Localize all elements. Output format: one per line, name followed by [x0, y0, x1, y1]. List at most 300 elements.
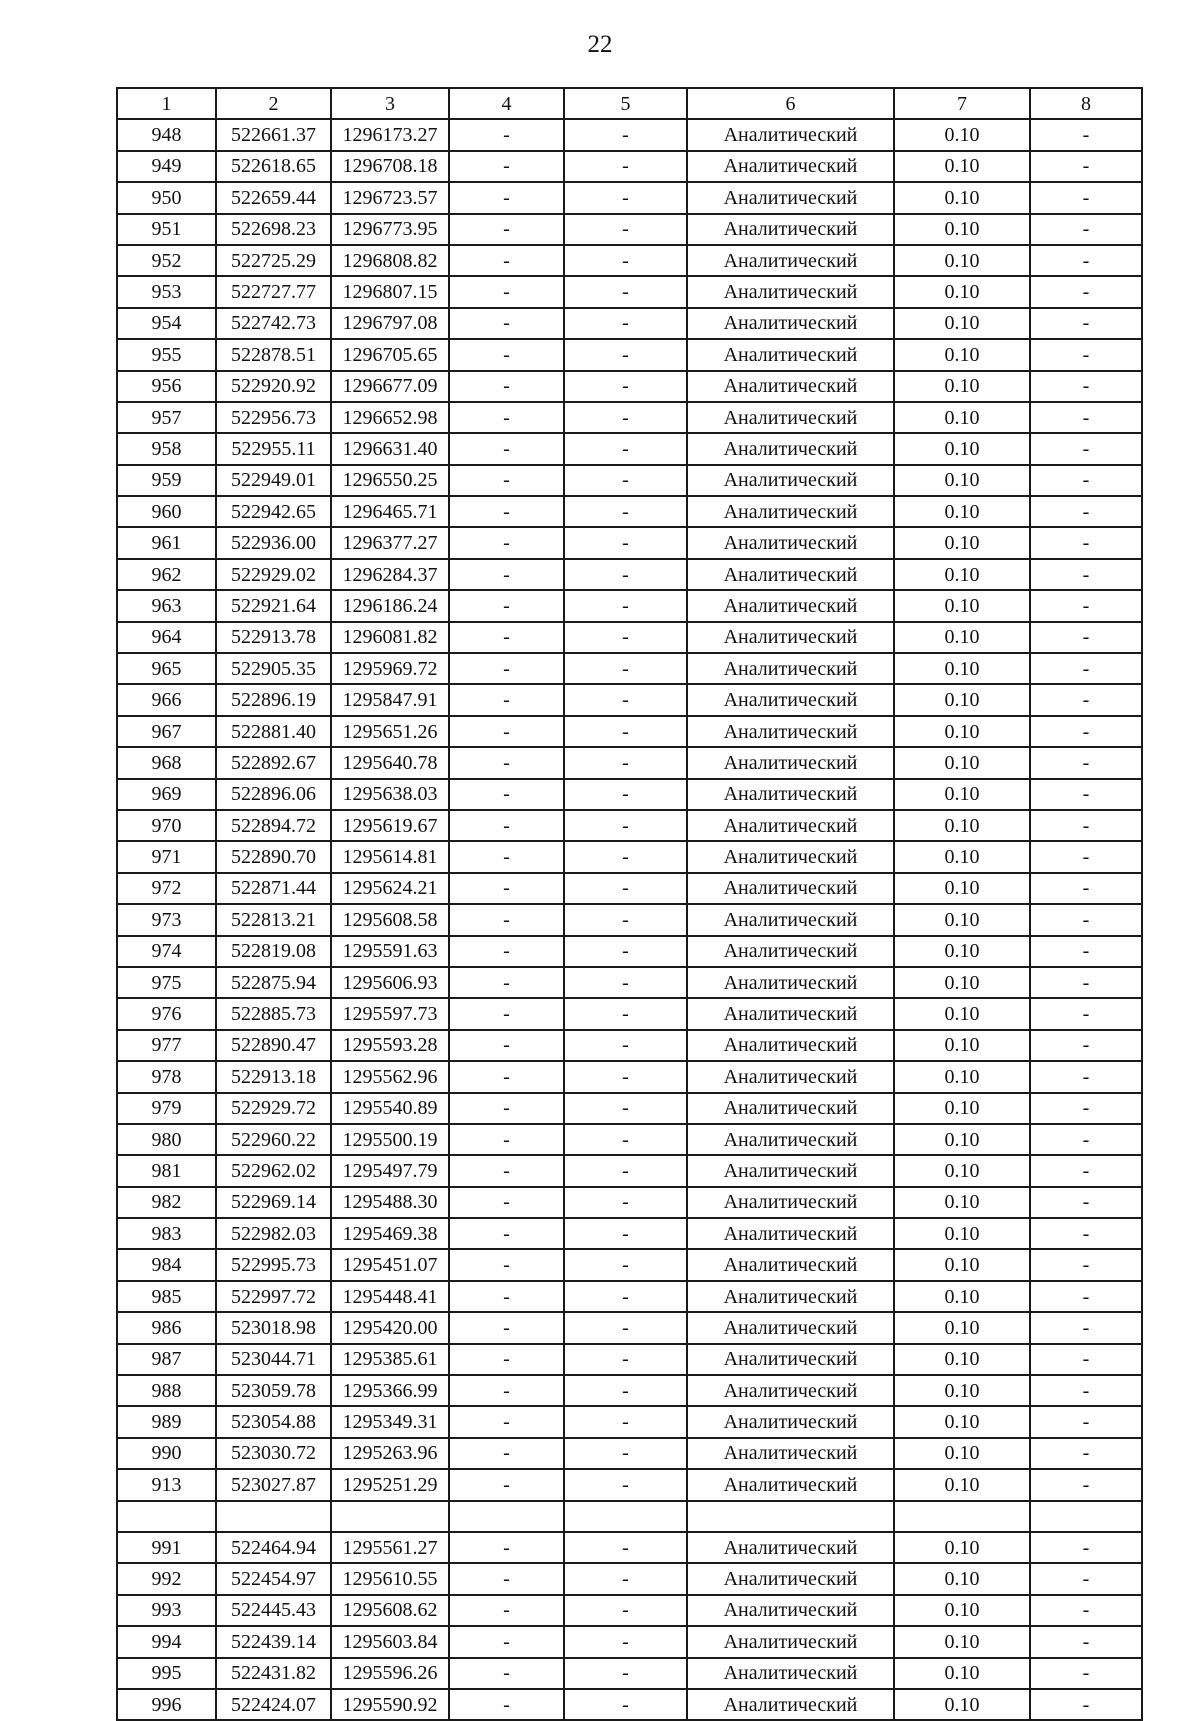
- x-coordinate-cell: 522892.67: [216, 747, 331, 778]
- x-coordinate-cell: 522890.70: [216, 841, 331, 872]
- table-row: [117, 1218, 1142, 1249]
- column-5-cell: -: [564, 1563, 687, 1594]
- x-coordinate-cell: 522445.43: [216, 1595, 331, 1626]
- coordinates-table: [116, 87, 1143, 1721]
- point-number-cell: 964: [117, 622, 216, 653]
- column-5-cell: -: [564, 810, 687, 841]
- y-coordinate-cell: 1296631.40: [331, 433, 449, 464]
- table-row: [117, 967, 1142, 998]
- y-coordinate-cell: 1296723.57: [331, 182, 449, 213]
- column-4-cell: -: [449, 684, 564, 715]
- method-cell: Аналитический: [687, 936, 894, 967]
- accuracy-cell: 0.10: [894, 1281, 1030, 1312]
- point-number-cell: 990: [117, 1438, 216, 1469]
- method-cell: Аналитический: [687, 1061, 894, 1092]
- y-coordinate-cell: 1295420.00: [331, 1312, 449, 1343]
- column-4-cell: -: [449, 841, 564, 872]
- column-header-3: 3: [331, 88, 449, 119]
- table-row: [117, 1595, 1142, 1626]
- column-8-cell: -: [1030, 308, 1142, 339]
- accuracy-cell: 0.10: [894, 1187, 1030, 1218]
- column-5-cell: -: [564, 1626, 687, 1657]
- y-coordinate-cell: 1295488.30: [331, 1187, 449, 1218]
- column-4-cell: -: [449, 214, 564, 245]
- column-4-cell: -: [449, 653, 564, 684]
- point-number-cell: 977: [117, 1030, 216, 1061]
- table-row: [117, 1344, 1142, 1375]
- method-cell: Аналитический: [687, 1312, 894, 1343]
- point-number-cell: 971: [117, 841, 216, 872]
- y-coordinate-cell: 1296705.65: [331, 339, 449, 370]
- y-coordinate-cell: 1295610.55: [331, 1563, 449, 1594]
- column-5-cell: -: [564, 559, 687, 590]
- column-5-cell: -: [564, 214, 687, 245]
- column-8-cell: -: [1030, 1469, 1142, 1500]
- accuracy-cell: [894, 1501, 1030, 1532]
- accuracy-cell: 0.10: [894, 276, 1030, 307]
- table-row: [117, 402, 1142, 433]
- column-8-cell: -: [1030, 119, 1142, 150]
- point-number-cell: 972: [117, 873, 216, 904]
- y-coordinate-cell: 1295590.92: [331, 1689, 449, 1720]
- y-coordinate-cell: 1295448.41: [331, 1281, 449, 1312]
- table-row: [117, 684, 1142, 715]
- x-coordinate-cell: 522913.18: [216, 1061, 331, 1092]
- method-cell: Аналитический: [687, 779, 894, 810]
- point-number-cell: 996: [117, 1689, 216, 1720]
- point-number-cell: 952: [117, 245, 216, 276]
- method-cell: Аналитический: [687, 496, 894, 527]
- column-4-cell: -: [449, 998, 564, 1029]
- y-coordinate-cell: 1295497.79: [331, 1155, 449, 1186]
- x-coordinate-cell: 522982.03: [216, 1218, 331, 1249]
- x-coordinate-cell: 523027.87: [216, 1469, 331, 1500]
- column-4-cell: -: [449, 1689, 564, 1720]
- column-8-cell: -: [1030, 496, 1142, 527]
- table-row: [117, 1155, 1142, 1186]
- accuracy-cell: 0.10: [894, 810, 1030, 841]
- y-coordinate-cell: 1296708.18: [331, 151, 449, 182]
- point-number-cell: 970: [117, 810, 216, 841]
- column-4-cell: -: [449, 779, 564, 810]
- column-8-cell: -: [1030, 1249, 1142, 1280]
- y-coordinate-cell: 1295540.89: [331, 1093, 449, 1124]
- column-5-cell: -: [564, 339, 687, 370]
- y-coordinate-cell: 1295614.81: [331, 841, 449, 872]
- point-number-cell: 960: [117, 496, 216, 527]
- method-cell: Аналитический: [687, 276, 894, 307]
- column-8-cell: -: [1030, 653, 1142, 684]
- table-row: [117, 527, 1142, 558]
- x-coordinate-cell: 522894.72: [216, 810, 331, 841]
- method-cell: Аналитический: [687, 1155, 894, 1186]
- point-number-cell: 981: [117, 1155, 216, 1186]
- x-coordinate-cell: 522960.22: [216, 1124, 331, 1155]
- y-coordinate-cell: 1295251.29: [331, 1469, 449, 1500]
- method-cell: Аналитический: [687, 684, 894, 715]
- column-4-cell: -: [449, 1030, 564, 1061]
- column-header-2: 2: [216, 88, 331, 119]
- column-8-cell: -: [1030, 402, 1142, 433]
- accuracy-cell: 0.10: [894, 590, 1030, 621]
- column-4-cell: -: [449, 1406, 564, 1437]
- x-coordinate-cell: 522881.40: [216, 716, 331, 747]
- x-coordinate-cell: 522742.73: [216, 308, 331, 339]
- method-cell: Аналитический: [687, 151, 894, 182]
- column-header-8: 8: [1030, 88, 1142, 119]
- method-cell: Аналитический: [687, 1626, 894, 1657]
- x-coordinate-cell: 522920.92: [216, 371, 331, 402]
- column-4-cell: -: [449, 1124, 564, 1155]
- column-4-cell: -: [449, 119, 564, 150]
- column-5-cell: [564, 1501, 687, 1532]
- column-8-cell: [1030, 1501, 1142, 1532]
- y-coordinate-cell: 1295619.67: [331, 810, 449, 841]
- accuracy-cell: 0.10: [894, 339, 1030, 370]
- column-8-cell: -: [1030, 433, 1142, 464]
- x-coordinate-cell: 522431.82: [216, 1658, 331, 1689]
- y-coordinate-cell: 1295624.21: [331, 873, 449, 904]
- accuracy-cell: 0.10: [894, 245, 1030, 276]
- table-row: [117, 1061, 1142, 1092]
- point-number-cell: 951: [117, 214, 216, 245]
- accuracy-cell: 0.10: [894, 716, 1030, 747]
- accuracy-cell: 0.10: [894, 1344, 1030, 1375]
- column-8-cell: -: [1030, 1438, 1142, 1469]
- column-5-cell: -: [564, 245, 687, 276]
- table-body: [117, 119, 1142, 1720]
- column-4-cell: -: [449, 402, 564, 433]
- table-row: [117, 1532, 1142, 1563]
- method-cell: Аналитический: [687, 433, 894, 464]
- y-coordinate-cell: 1296807.15: [331, 276, 449, 307]
- column-8-cell: -: [1030, 779, 1142, 810]
- column-header-4: 4: [449, 88, 564, 119]
- method-cell: Аналитический: [687, 527, 894, 558]
- column-5-cell: -: [564, 936, 687, 967]
- x-coordinate-cell: 522921.64: [216, 590, 331, 621]
- column-4-cell: -: [449, 590, 564, 621]
- accuracy-cell: 0.10: [894, 779, 1030, 810]
- table-row: [117, 1563, 1142, 1594]
- table-row: [117, 182, 1142, 213]
- y-coordinate-cell: 1296773.95: [331, 214, 449, 245]
- accuracy-cell: 0.10: [894, 465, 1030, 496]
- column-8-cell: -: [1030, 1626, 1142, 1657]
- column-4-cell: -: [449, 1469, 564, 1500]
- column-5-cell: -: [564, 716, 687, 747]
- column-8-cell: -: [1030, 276, 1142, 307]
- method-cell: Аналитический: [687, 308, 894, 339]
- column-4-cell: -: [449, 1218, 564, 1249]
- method-cell: Аналитический: [687, 716, 894, 747]
- method-cell: Аналитический: [687, 1187, 894, 1218]
- column-4-cell: -: [449, 716, 564, 747]
- column-5-cell: -: [564, 1438, 687, 1469]
- point-number-cell: 969: [117, 779, 216, 810]
- column-5-cell: -: [564, 1124, 687, 1155]
- x-coordinate-cell: 522819.08: [216, 936, 331, 967]
- method-cell: [687, 1501, 894, 1532]
- y-coordinate-cell: 1296377.27: [331, 527, 449, 558]
- y-coordinate-cell: 1295608.62: [331, 1595, 449, 1626]
- point-number-cell: 986: [117, 1312, 216, 1343]
- x-coordinate-cell: 522727.77: [216, 276, 331, 307]
- column-5-cell: -: [564, 1344, 687, 1375]
- accuracy-cell: 0.10: [894, 747, 1030, 778]
- column-4-cell: -: [449, 622, 564, 653]
- y-coordinate-cell: 1295608.58: [331, 904, 449, 935]
- table-row: [117, 810, 1142, 841]
- column-8-cell: -: [1030, 1187, 1142, 1218]
- y-coordinate-cell: 1295593.28: [331, 1030, 449, 1061]
- x-coordinate-cell: 522885.73: [216, 998, 331, 1029]
- column-4-cell: -: [449, 245, 564, 276]
- column-5-cell: -: [564, 276, 687, 307]
- accuracy-cell: 0.10: [894, 1124, 1030, 1155]
- accuracy-cell: 0.10: [894, 1406, 1030, 1437]
- accuracy-cell: 0.10: [894, 1030, 1030, 1061]
- x-coordinate-cell: 522995.73: [216, 1249, 331, 1280]
- accuracy-cell: 0.10: [894, 936, 1030, 967]
- method-cell: Аналитический: [687, 119, 894, 150]
- accuracy-cell: 0.10: [894, 622, 1030, 653]
- table-row: [117, 308, 1142, 339]
- method-cell: Аналитический: [687, 1658, 894, 1689]
- y-coordinate-cell: 1295469.38: [331, 1218, 449, 1249]
- accuracy-cell: 0.10: [894, 684, 1030, 715]
- column-4-cell: -: [449, 1312, 564, 1343]
- column-8-cell: -: [1030, 590, 1142, 621]
- column-4-cell: -: [449, 936, 564, 967]
- column-8-cell: -: [1030, 1658, 1142, 1689]
- column-4-cell: -: [449, 496, 564, 527]
- x-coordinate-cell: 522659.44: [216, 182, 331, 213]
- accuracy-cell: 0.10: [894, 433, 1030, 464]
- column-4-cell: -: [449, 465, 564, 496]
- accuracy-cell: 0.10: [894, 1469, 1030, 1500]
- column-8-cell: -: [1030, 339, 1142, 370]
- column-header-6: 6: [687, 88, 894, 119]
- x-coordinate-cell: 522949.01: [216, 465, 331, 496]
- column-4-cell: -: [449, 308, 564, 339]
- column-4-cell: -: [449, 873, 564, 904]
- table-row: [117, 1689, 1142, 1720]
- table-header: [117, 88, 1142, 119]
- column-8-cell: -: [1030, 998, 1142, 1029]
- column-5-cell: -: [564, 527, 687, 558]
- method-cell: Аналитический: [687, 1689, 894, 1720]
- method-cell: Аналитический: [687, 873, 894, 904]
- column-5-cell: -: [564, 841, 687, 872]
- y-coordinate-cell: 1295451.07: [331, 1249, 449, 1280]
- column-4-cell: -: [449, 371, 564, 402]
- column-header-1: 1: [117, 88, 216, 119]
- x-coordinate-cell: 522969.14: [216, 1187, 331, 1218]
- method-cell: Аналитический: [687, 1344, 894, 1375]
- table-row: [117, 1312, 1142, 1343]
- y-coordinate-cell: 1295638.03: [331, 779, 449, 810]
- method-cell: Аналитический: [687, 465, 894, 496]
- point-number-cell: 991: [117, 1532, 216, 1563]
- method-cell: Аналитический: [687, 1281, 894, 1312]
- column-5-cell: -: [564, 1249, 687, 1280]
- column-8-cell: -: [1030, 684, 1142, 715]
- accuracy-cell: 0.10: [894, 1689, 1030, 1720]
- accuracy-cell: 0.10: [894, 873, 1030, 904]
- column-4-cell: -: [449, 1658, 564, 1689]
- column-5-cell: -: [564, 747, 687, 778]
- point-number-cell: 955: [117, 339, 216, 370]
- x-coordinate-cell: 522875.94: [216, 967, 331, 998]
- table-row: [117, 590, 1142, 621]
- method-cell: Аналитический: [687, 967, 894, 998]
- table-row: [117, 873, 1142, 904]
- point-number-cell: 976: [117, 998, 216, 1029]
- accuracy-cell: 0.10: [894, 1312, 1030, 1343]
- accuracy-cell: 0.10: [894, 402, 1030, 433]
- table-row: [117, 1124, 1142, 1155]
- point-number-cell: 963: [117, 590, 216, 621]
- x-coordinate-cell: 523059.78: [216, 1375, 331, 1406]
- table-row: [117, 496, 1142, 527]
- accuracy-cell: 0.10: [894, 1595, 1030, 1626]
- table-row: [117, 214, 1142, 245]
- point-number-cell: 948: [117, 119, 216, 150]
- column-8-cell: -: [1030, 1281, 1142, 1312]
- y-coordinate-cell: 1296465.71: [331, 496, 449, 527]
- column-4-cell: -: [449, 1093, 564, 1124]
- method-cell: Аналитический: [687, 1030, 894, 1061]
- x-coordinate-cell: 522929.02: [216, 559, 331, 590]
- column-4-cell: -: [449, 904, 564, 935]
- method-cell: Аналитический: [687, 402, 894, 433]
- point-number-cell: 954: [117, 308, 216, 339]
- column-header-5: 5: [564, 88, 687, 119]
- x-coordinate-cell: 522997.72: [216, 1281, 331, 1312]
- table-row: [117, 653, 1142, 684]
- table-row: [117, 1030, 1142, 1061]
- column-8-cell: -: [1030, 151, 1142, 182]
- column-4-cell: -: [449, 1155, 564, 1186]
- x-coordinate-cell: 523044.71: [216, 1344, 331, 1375]
- column-8-cell: -: [1030, 904, 1142, 935]
- table-row: [117, 119, 1142, 150]
- method-cell: Аналитический: [687, 182, 894, 213]
- column-4-cell: -: [449, 1344, 564, 1375]
- x-coordinate-cell: 522661.37: [216, 119, 331, 150]
- point-number-cell: 968: [117, 747, 216, 778]
- point-number-cell: 967: [117, 716, 216, 747]
- table-row: [117, 245, 1142, 276]
- column-5-cell: -: [564, 1187, 687, 1218]
- y-coordinate-cell: 1295562.96: [331, 1061, 449, 1092]
- column-8-cell: -: [1030, 1532, 1142, 1563]
- x-coordinate-cell: 523054.88: [216, 1406, 331, 1437]
- column-5-cell: -: [564, 684, 687, 715]
- column-5-cell: -: [564, 371, 687, 402]
- column-5-cell: -: [564, 1406, 687, 1437]
- method-cell: Аналитический: [687, 1532, 894, 1563]
- table-row: [117, 936, 1142, 967]
- column-5-cell: -: [564, 1093, 687, 1124]
- point-number-cell: 983: [117, 1218, 216, 1249]
- x-coordinate-cell: 522439.14: [216, 1626, 331, 1657]
- column-5-cell: -: [564, 1218, 687, 1249]
- x-coordinate-cell: 522962.02: [216, 1155, 331, 1186]
- y-coordinate-cell: 1295597.73: [331, 998, 449, 1029]
- accuracy-cell: 0.10: [894, 1061, 1030, 1092]
- accuracy-cell: 0.10: [894, 119, 1030, 150]
- column-4-cell: -: [449, 1532, 564, 1563]
- column-8-cell: -: [1030, 371, 1142, 402]
- point-number-cell: 995: [117, 1658, 216, 1689]
- point-number-cell: 987: [117, 1344, 216, 1375]
- method-cell: Аналитический: [687, 1563, 894, 1594]
- column-4-cell: -: [449, 1438, 564, 1469]
- header-row: [117, 88, 1142, 119]
- column-5-cell: -: [564, 1469, 687, 1500]
- column-4-cell: -: [449, 1249, 564, 1280]
- column-8-cell: -: [1030, 1689, 1142, 1720]
- table-row: [117, 276, 1142, 307]
- table-row: [117, 622, 1142, 653]
- method-cell: Аналитический: [687, 1375, 894, 1406]
- x-coordinate-cell: 522942.65: [216, 496, 331, 527]
- accuracy-cell: 0.10: [894, 182, 1030, 213]
- column-8-cell: -: [1030, 559, 1142, 590]
- x-coordinate-cell: 522878.51: [216, 339, 331, 370]
- point-number-cell: 978: [117, 1061, 216, 1092]
- column-4-cell: -: [449, 747, 564, 778]
- method-cell: Аналитический: [687, 1438, 894, 1469]
- point-number-cell: 979: [117, 1093, 216, 1124]
- point-number-cell: 966: [117, 684, 216, 715]
- column-8-cell: -: [1030, 1344, 1142, 1375]
- accuracy-cell: 0.10: [894, 998, 1030, 1029]
- method-cell: Аналитический: [687, 1595, 894, 1626]
- method-cell: Аналитический: [687, 1406, 894, 1437]
- point-number-cell: 913: [117, 1469, 216, 1500]
- table-row: [117, 371, 1142, 402]
- column-4-cell: -: [449, 1281, 564, 1312]
- column-4-cell: [449, 1501, 564, 1532]
- method-cell: Аналитический: [687, 1093, 894, 1124]
- column-5-cell: -: [564, 1155, 687, 1186]
- x-coordinate-cell: 522955.11: [216, 433, 331, 464]
- y-coordinate-cell: 1296284.37: [331, 559, 449, 590]
- column-8-cell: -: [1030, 1030, 1142, 1061]
- point-number-cell: 984: [117, 1249, 216, 1280]
- point-number-cell: 975: [117, 967, 216, 998]
- column-4-cell: -: [449, 339, 564, 370]
- method-cell: Аналитический: [687, 214, 894, 245]
- y-coordinate-cell: 1295500.19: [331, 1124, 449, 1155]
- table-row: [117, 998, 1142, 1029]
- column-4-cell: -: [449, 182, 564, 213]
- table-row: [117, 904, 1142, 935]
- point-number-cell: 959: [117, 465, 216, 496]
- y-coordinate-cell: 1295651.26: [331, 716, 449, 747]
- table-row: [117, 339, 1142, 370]
- y-coordinate-cell: 1296081.82: [331, 622, 449, 653]
- column-4-cell: -: [449, 967, 564, 998]
- point-number-cell: 956: [117, 371, 216, 402]
- x-coordinate-cell: 522618.65: [216, 151, 331, 182]
- column-5-cell: -: [564, 998, 687, 1029]
- point-number-cell: 982: [117, 1187, 216, 1218]
- accuracy-cell: 0.10: [894, 1658, 1030, 1689]
